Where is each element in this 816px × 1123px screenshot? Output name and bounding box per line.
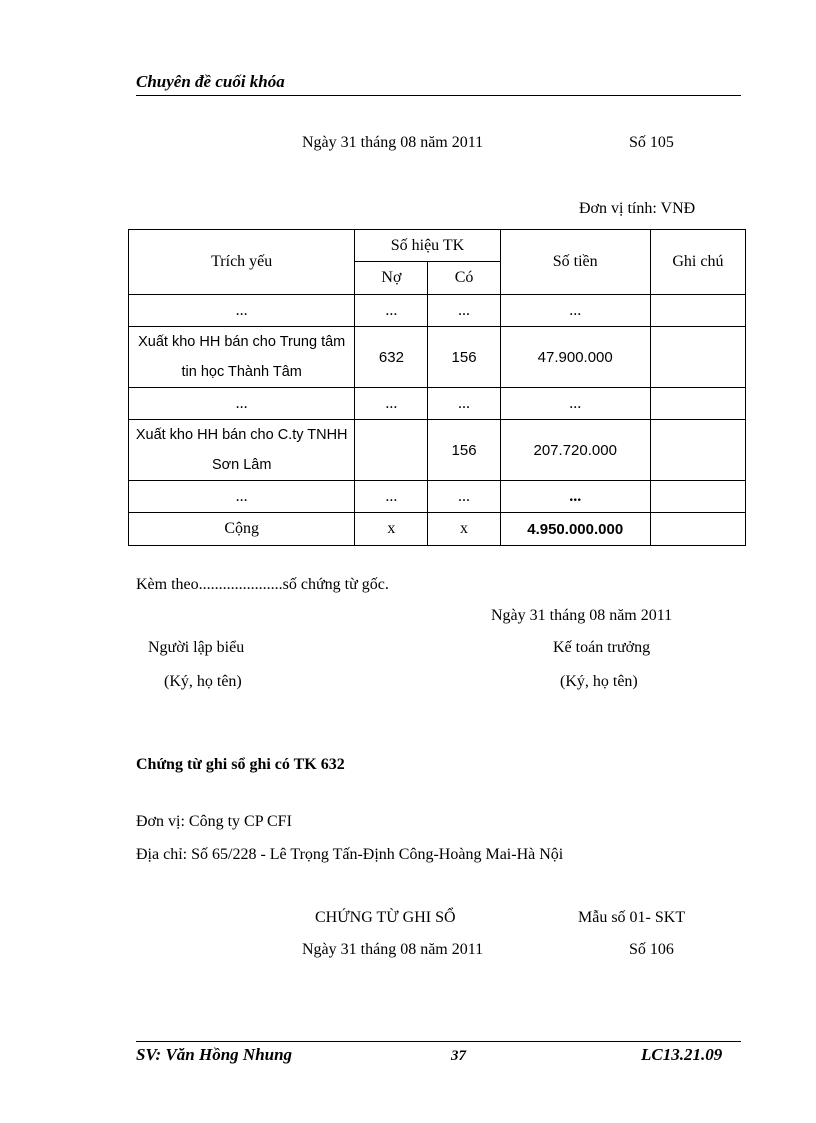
- header-debit: Nợ: [355, 262, 428, 295]
- row-credit: 156: [428, 327, 500, 388]
- preparer-label: Người lập biểu: [148, 639, 245, 656]
- total-debit: x: [355, 513, 428, 546]
- voucher2-number: Số 106: [629, 941, 674, 958]
- preparer-sign-note: (Ký, họ tên): [164, 673, 242, 690]
- voucher-date: Ngày 31 tháng 08 năm 2011: [302, 134, 484, 151]
- row-credit: 156: [428, 420, 500, 481]
- table-row: [129, 327, 746, 388]
- voucher2-date: Ngày 31 tháng 08 năm 2011: [302, 941, 484, 958]
- total-credit: x: [428, 513, 500, 546]
- document-type-title: CHỨNG TỪ GHI SỔ: [315, 909, 456, 926]
- row-debit: ...: [355, 295, 428, 327]
- chief-accountant-label: Kế toán trưởng: [553, 639, 651, 656]
- row-debit: ...: [355, 388, 428, 420]
- total-note: [650, 513, 745, 546]
- table-row: [129, 481, 746, 513]
- row-amount: 47.900.000: [500, 327, 650, 388]
- document-header-title: Chuyên đề cuối khóa: [136, 72, 285, 91]
- row-debit: 632: [355, 327, 428, 388]
- row-credit: ...: [428, 481, 500, 513]
- row-credit: ...: [428, 388, 500, 420]
- row-amount: ...: [500, 388, 650, 420]
- row-description: ...: [129, 388, 355, 420]
- row-note: [650, 327, 745, 388]
- table-row: [129, 420, 746, 481]
- header-description: Trích yếu: [129, 230, 355, 295]
- header-account-no: Số hiệu TK: [355, 230, 500, 262]
- footer-class-code: LC13.21.09: [641, 1045, 723, 1064]
- voucher-table: [128, 229, 746, 546]
- voucher-number: Số 105: [629, 134, 674, 151]
- header-credit: Có: [428, 262, 500, 295]
- row-description: ...: [129, 481, 355, 513]
- chief-accountant-sign-note: (Ký, họ tên): [560, 673, 638, 690]
- table-total-row: [129, 513, 746, 546]
- attachment-note: Kèm theo.....................số chứng từ gốc.: [136, 576, 389, 593]
- signature-date: Ngày 31 tháng 08 năm 2011: [491, 607, 673, 624]
- table-header-row: [129, 230, 746, 262]
- header-amount: Số tiền: [500, 230, 650, 295]
- total-label: Cộng: [129, 513, 355, 546]
- header-divider: [136, 95, 741, 96]
- row-description: Xuất kho HH bán cho Trung tâm tin học Thành Tâm: [129, 327, 355, 388]
- footer-divider: [136, 1041, 741, 1042]
- row-debit: [355, 420, 428, 481]
- row-amount: 207.720.000: [500, 420, 650, 481]
- row-note: [650, 388, 745, 420]
- row-note: [650, 420, 745, 481]
- row-description: ...: [129, 295, 355, 327]
- footer-page-number: 37: [451, 1048, 466, 1064]
- row-amount: ...: [500, 481, 650, 513]
- row-credit: ...: [428, 295, 500, 327]
- row-amount: ...: [500, 295, 650, 327]
- currency-unit: Đơn vị tính: VNĐ: [579, 200, 696, 217]
- row-description: Xuất kho HH bán cho C.ty TNHH Sơn Lâm: [129, 420, 355, 481]
- company-line: Đơn vị: Công ty CP CFI: [136, 813, 292, 830]
- row-note: [650, 481, 745, 513]
- row-debit: ...: [355, 481, 428, 513]
- row-note: [650, 295, 745, 327]
- table-row: [129, 295, 746, 327]
- address-line: Địa chỉ: Số 65/228 - Lê Trọng Tấn-Định Công-Hoàng Mai-Hà Nội: [136, 846, 564, 863]
- table-row: [129, 388, 746, 420]
- form-number: Mẫu số 01- SKT: [578, 909, 686, 926]
- header-note: Ghi chú: [650, 230, 745, 295]
- footer-student: SV: Văn Hồng Nhung: [136, 1045, 293, 1064]
- section-title: Chứng từ ghi sổ ghi có TK 632: [136, 756, 345, 773]
- total-amount: 4.950.000.000: [500, 513, 650, 546]
